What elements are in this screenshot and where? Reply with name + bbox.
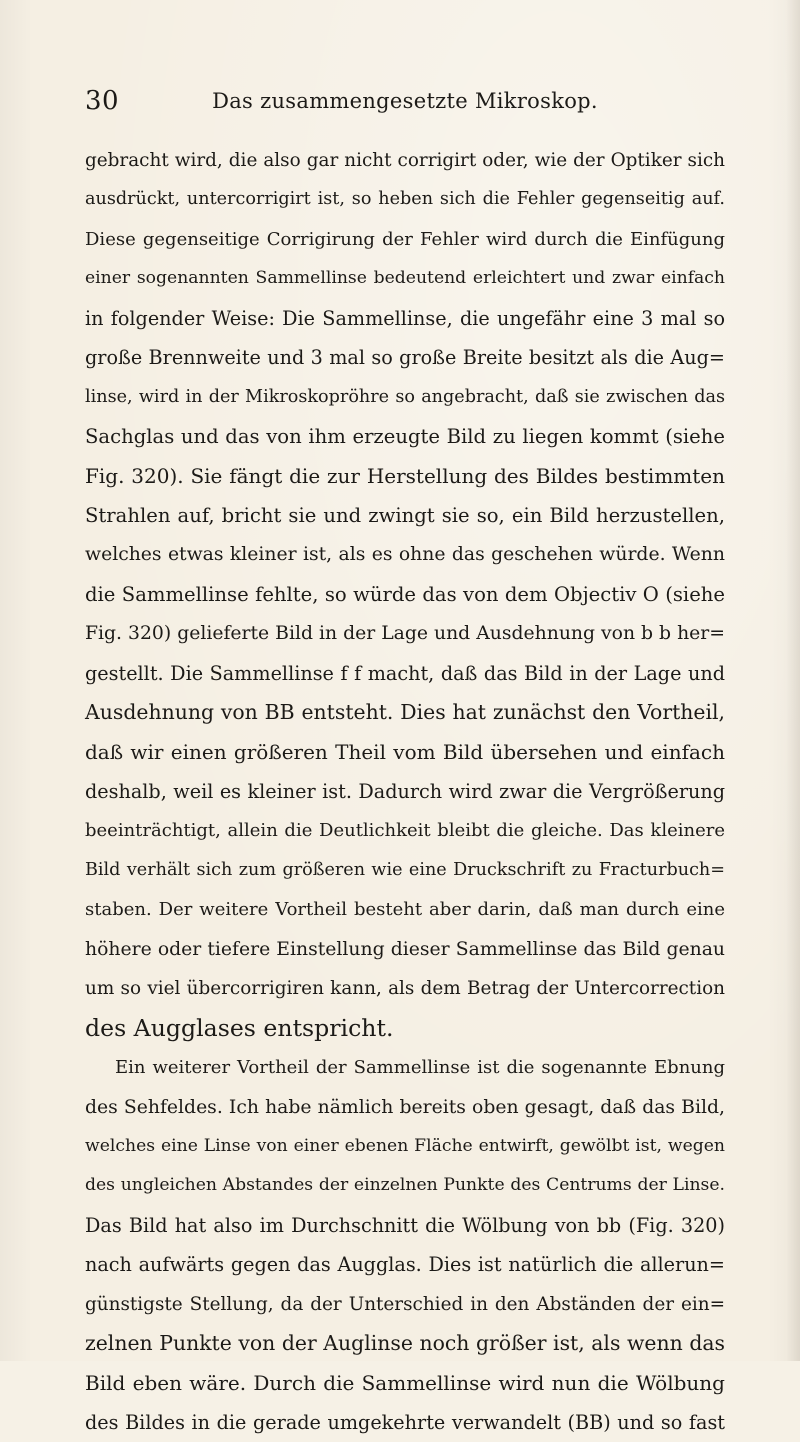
running-title: Das zusammengesetzte Mikroskop. xyxy=(212,89,598,113)
text-line: große Brennweite und 3 mal so große Breite besitzt als die Aug= xyxy=(85,346,725,370)
text-line: Diese gegenseitige Corrigirung der Fehler wird durch die Einfügung xyxy=(85,228,725,250)
text-line: Sachglas und das von ihm erzeugte Bild zu liegen kommt (siehe xyxy=(85,425,725,449)
text-line: deshalb, weil es kleiner ist. Dadurch wird zwar die Vergrößerung xyxy=(85,780,725,803)
text-line: des Sehfeldes. Ich habe nämlich bereits oben gesagt, daß das Bild, xyxy=(85,1096,725,1118)
text-line: Bild eben wäre. Durch die Sammellinse wird nun die Wölbung xyxy=(85,1370,725,1395)
text-line: Ein weiterer Vortheil der Sammellinse ist die sogenannte Ebnung xyxy=(115,1057,725,1079)
text-line: linse, wird in der Mikroskopröhre so angebracht, daß sie zwischen das xyxy=(85,386,725,407)
text-line: um so viel übercorrigiren kann, als dem Betrag der Untercorrection xyxy=(85,978,725,1000)
text-line: des ungleichen Abstandes der einzelnen Punkte des Centrums der Linse. xyxy=(85,1175,725,1196)
text-line: in folgender Weise: Die Sammellinse, die ungefähr eine 3 mal so xyxy=(85,306,725,330)
text-line: zelnen Punkte von der Auglinse noch größer ist, als wenn das xyxy=(85,1331,725,1356)
text-line: die Sammellinse fehlte, so würde das von dem Objectiv O (siehe xyxy=(85,582,725,606)
text-line: welches etwas kleiner ist, als es ohne das geschehen würde. Wenn xyxy=(85,544,725,566)
running-head xyxy=(85,86,725,116)
page-number: 30 xyxy=(85,86,120,116)
text-line: Fig. 320). Sie fängt die zur Herstellung des Bildes bestimmten xyxy=(85,463,725,488)
paragraph-2 xyxy=(85,1048,725,1442)
text-line: Fig. 320) gelieferte Bild in der Lage und Ausdehnung von b b her= xyxy=(85,623,725,645)
page-edge-shadow xyxy=(786,0,800,1361)
text-line: beeinträchtigt, allein die Deutlichkeit bleibt die gleiche. Das kleinere xyxy=(85,820,725,842)
text-line: einer sogenannten Sammellinse bedeutend erleichtert und zwar einfach xyxy=(85,268,725,289)
text-line: höhere oder tiefere Einstellung dieser Sammellinse das Bild genau xyxy=(85,938,725,960)
text-line: nach aufwärts gegen das Augglas. Dies ist natürlich die allerun= xyxy=(85,1253,725,1277)
text-line: Das Bild hat also im Durchschnitt die Wölbung von bb (Fig. 320) xyxy=(85,1213,725,1237)
body-text xyxy=(85,141,725,1442)
text-line: staben. Der weitere Vortheil besteht aber darin, daß man durch eine xyxy=(85,899,725,921)
paragraph-1 xyxy=(85,141,725,1048)
text-line: günstigste Stellung, da der Unterschied in den Abständen der ein= xyxy=(85,1293,725,1315)
text-line: welches eine Linse von einer ebenen Fläche entwirft, gewölbt ist, wegen xyxy=(85,1135,725,1156)
text-line: Bild verhält sich zum größeren wie eine Druckschrift zu Fracturbuch= xyxy=(85,859,725,880)
text-line: gestellt. Die Sammellinse f f macht, daß das Bild in der Lage und xyxy=(85,661,725,685)
text-line: daß wir einen größeren Theil vom Bild übersehen und einfach xyxy=(85,739,725,764)
text-line: des Augglases entspricht. xyxy=(85,1013,394,1042)
text-line: Strahlen auf, bricht sie und zwingt sie so, ein Bild herzustellen, xyxy=(85,503,725,527)
text-line: Ausdehnung von BB entsteht. Dies hat zunächst den Vortheil, xyxy=(85,700,725,725)
text-line: ausdrückt, untercorrigirt ist, so heben sich die Fehler gegenseitig auf. xyxy=(85,189,725,210)
text-line: gebracht wird, die also gar nicht corrigirt oder, wie der Optiker sich xyxy=(85,150,725,171)
text-line: des Bildes in die gerade umgekehrte verwandelt (BB) und so fast xyxy=(85,1411,725,1434)
